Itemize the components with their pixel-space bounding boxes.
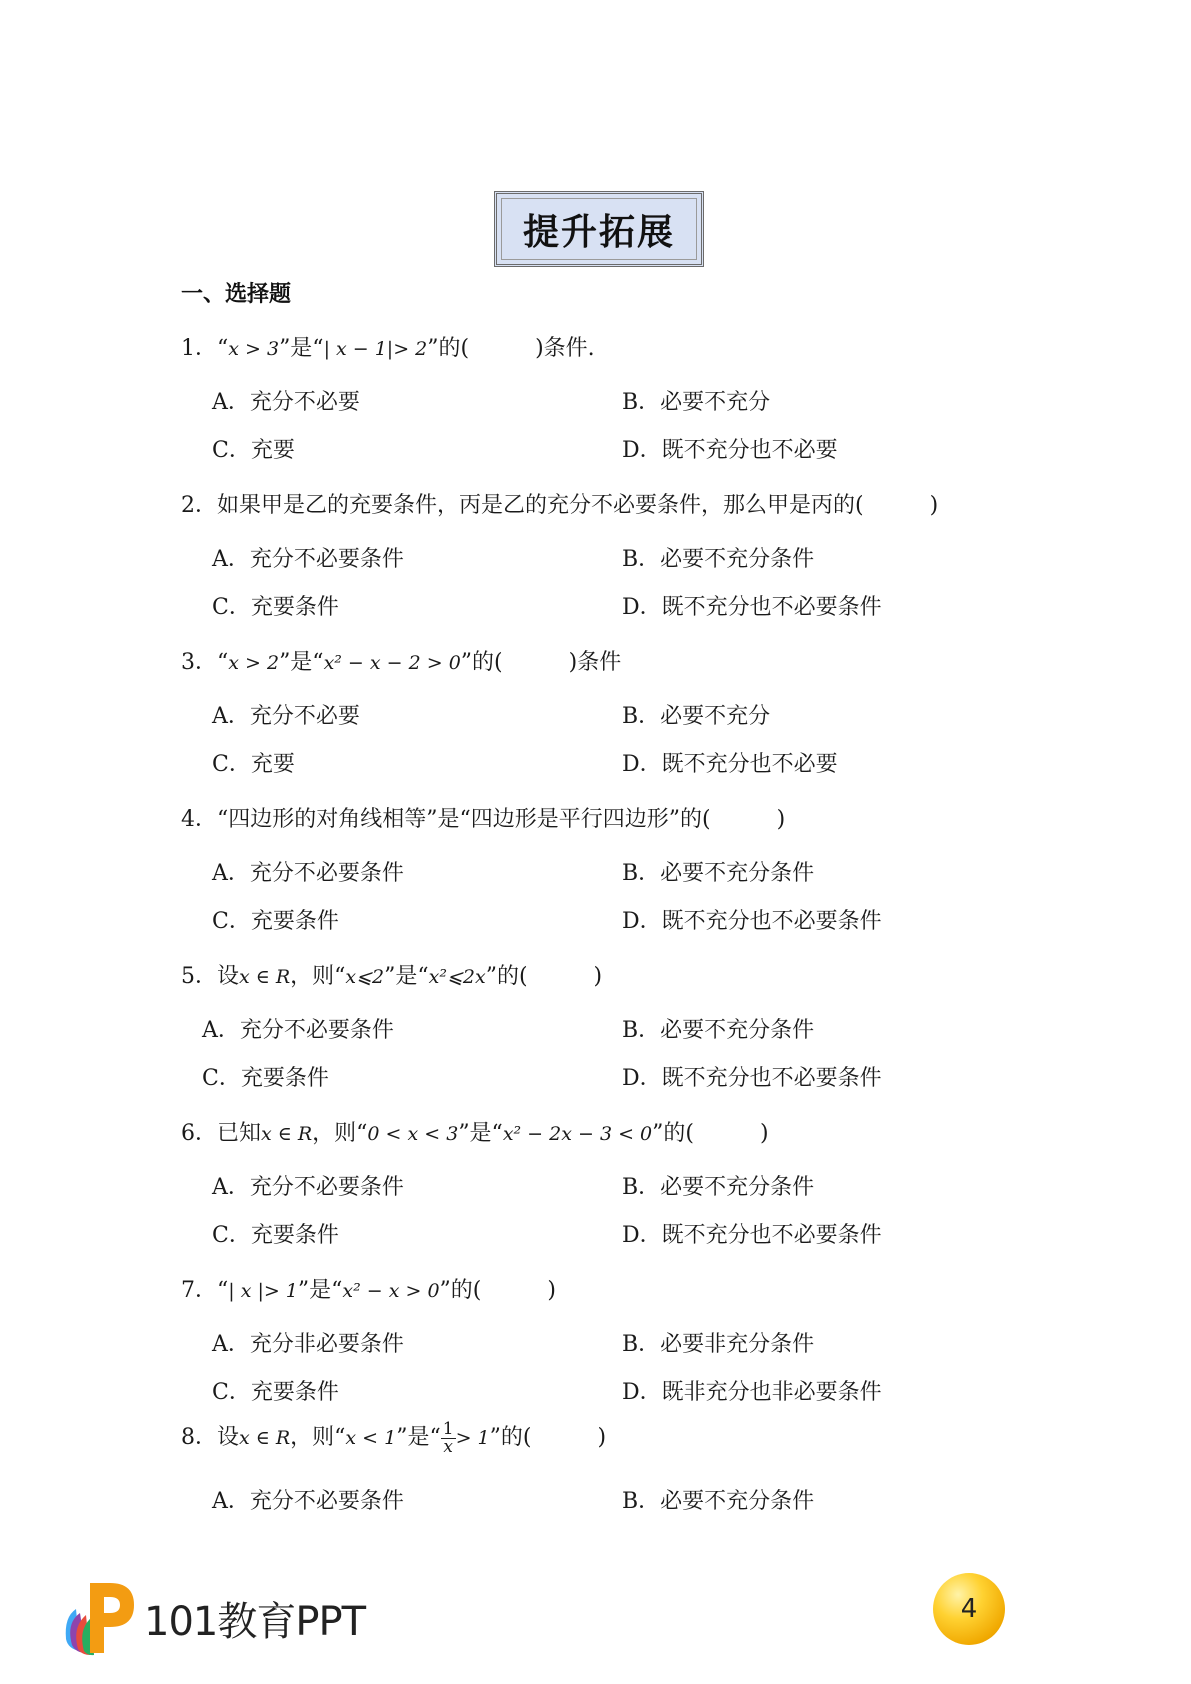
q7-option-c: C．充要条件	[212, 1380, 339, 1405]
math-expr: | x − 1|> 2	[323, 338, 428, 360]
q3-option-d: D．既不充分也不必要	[622, 752, 838, 777]
q6-option-d: D．既不充分也不必要条件	[622, 1223, 882, 1248]
math-expr: x² − x − 2 > 0	[323, 652, 461, 674]
q3-option-c: C．充要	[212, 752, 295, 777]
page-number-badge	[933, 1573, 1005, 1645]
q5-option-b: B．必要不充分条件	[622, 1018, 815, 1043]
question-4: 4．“四边形的对角线相等”是“四边形是平行四边形”的( )	[181, 807, 786, 832]
q6-option-a: A．充分不必要条件	[212, 1175, 404, 1200]
q2-option-d: D．既不充分也不必要条件	[622, 595, 882, 620]
question-3: 3．“x > 2”是“x² − x − 2 > 0”的( )条件	[181, 650, 622, 675]
q8-option-a: A．充分不必要条件	[212, 1489, 404, 1514]
q4-option-a: A．充分不必要条件	[212, 861, 404, 886]
page-title: 提升拓展	[522, 210, 675, 253]
math-expr: > 1	[455, 1427, 490, 1449]
math-expr: 0 < x < 3	[367, 1123, 459, 1145]
math-expr: x ∈ R	[261, 1123, 313, 1145]
fraction: $\frac{1}{x}$	[442, 1418, 454, 1457]
page-number: 4	[960, 1594, 978, 1624]
q2-option-a: A．充分不必要条件	[212, 547, 404, 572]
q3-option-b: B．必要不充分	[622, 704, 771, 729]
q5-option-c: C．充要条件	[202, 1066, 329, 1091]
question-2: 2．如果甲是乙的充要条件，丙是乙的充分不必要条件，那么甲是丙的( )	[181, 493, 939, 518]
q1-option-d: D．既不充分也不必要	[622, 438, 838, 463]
math-expr: x² − 2x − 3 < 0	[502, 1123, 653, 1145]
question-6: 6．已知x ∈ R，则“0 < x < 3”是“x² − 2x − 3 < 0”的( )	[181, 1121, 769, 1146]
title-box	[494, 191, 704, 267]
q2-option-c: C．充要条件	[212, 595, 339, 620]
q4-option-c: C．充要条件	[212, 909, 339, 934]
section-heading: 一、选择题	[181, 281, 292, 307]
q7-option-b: B．必要非充分条件	[622, 1332, 815, 1357]
q1-option-b: B．必要不充分	[622, 390, 771, 415]
question-5: 5．设x ∈ R，则“x⩽2”是“x²⩽2x”的( )	[181, 964, 603, 989]
question-7: 7．“| x |> 1”是“x² − x > 0”的( )	[181, 1278, 556, 1303]
q1-option-a: A．充分不必要	[212, 390, 360, 415]
math-expr: x² − x > 0	[342, 1280, 440, 1302]
math-expr: x < 1	[345, 1427, 397, 1449]
math-expr: x > 3	[228, 338, 280, 360]
math-expr: x²⩽2x	[428, 966, 486, 988]
brand-logo	[60, 1579, 365, 1657]
q5-option-a: A．充分不必要条件	[202, 1018, 394, 1043]
q4-option-b: B．必要不充分条件	[622, 861, 815, 886]
q6-option-c: C．充要条件	[212, 1223, 339, 1248]
logo-p-icon	[60, 1579, 138, 1657]
question-8: 8．设x ∈ R，则“x < 1”是“ $\frac{1}{x}$ > 1”的( )	[181, 1418, 607, 1457]
math-expr: x⩽2	[345, 966, 385, 988]
math-expr: | x |> 1	[228, 1280, 298, 1302]
logo-text: 101教育PPT	[144, 1598, 366, 1645]
q5-option-d: D．既不充分也不必要条件	[622, 1066, 882, 1091]
question-1: 1．“x > 3”是“| x − 1|> 2”的( )条件.	[181, 336, 595, 361]
q6-option-b: B．必要不充分条件	[622, 1175, 815, 1200]
q2-option-b: B．必要不充分条件	[622, 547, 815, 572]
math-expr: x > 2	[228, 652, 280, 674]
q3-option-a: A．充分不必要	[212, 704, 360, 729]
math-expr: x ∈ R	[239, 966, 291, 988]
q7-option-d: D．既非充分也非必要条件	[622, 1380, 882, 1405]
q8-option-b: B．必要不充分条件	[622, 1489, 815, 1514]
q7-option-a: A．充分非必要条件	[212, 1332, 404, 1357]
math-expr: x ∈ R	[239, 1427, 291, 1449]
q4-option-d: D．既不充分也不必要条件	[622, 909, 882, 934]
q1-option-c: C．充要	[212, 438, 295, 463]
